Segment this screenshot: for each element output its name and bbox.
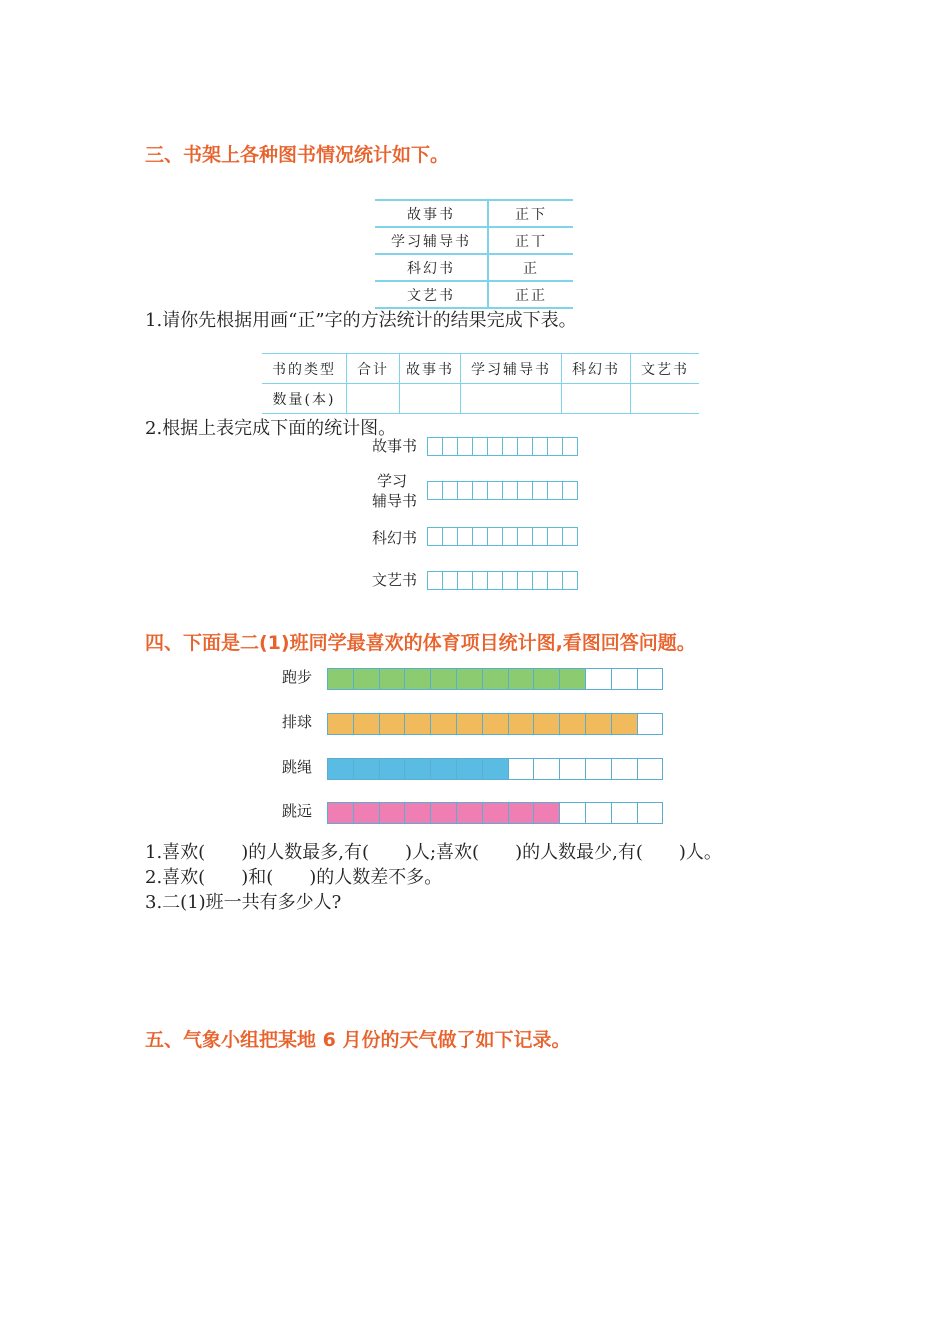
bar-cell-filled [328, 714, 354, 734]
header-cell: 故事书 [400, 354, 461, 384]
bar-cell-filled [328, 803, 354, 823]
bar-cell-filled [509, 803, 535, 823]
bar-label: 排球 [282, 713, 313, 731]
bar [327, 713, 663, 735]
bar-cell-empty [560, 803, 586, 823]
question-2: 2.喜欢( )和( )的人数差不多。 [145, 867, 443, 888]
bar-cell-filled [405, 803, 431, 823]
bar-cell-filled [560, 669, 586, 689]
blank-grid[interactable] [427, 437, 578, 456]
bar-cell-filled [405, 714, 431, 734]
table-row [375, 254, 573, 281]
bar-cell-empty [586, 759, 612, 779]
bar-cell-filled [328, 669, 354, 689]
bar [327, 668, 663, 690]
section5-heading: 五、气象小组把某地 6 月份的天气做了如下记录。 [145, 1029, 571, 1051]
bar-cell-empty [638, 803, 663, 823]
bar-cell-empty [612, 759, 638, 779]
bar-cell-filled [354, 759, 380, 779]
bar-cell-filled [354, 669, 380, 689]
bar-cell-filled [457, 714, 483, 734]
bar-cell-empty [509, 759, 535, 779]
tally-mark: 正正 [488, 281, 573, 308]
bar-cell-filled [534, 669, 560, 689]
bar [327, 802, 663, 824]
bar-cell-filled [483, 759, 509, 779]
question-2: 2.根据上表完成下面的统计图。 [145, 418, 397, 439]
header-cell: 科幻书 [562, 354, 631, 384]
bar-cell-filled [380, 759, 406, 779]
bar-cell-filled [431, 669, 457, 689]
bar-cell-filled [483, 803, 509, 823]
tally-type: 学习辅导书 [375, 227, 488, 254]
header-cell: 书的类型 [262, 354, 347, 384]
bar-cell-filled [354, 803, 380, 823]
bar-cell-filled [457, 759, 483, 779]
bar-cell-filled [431, 714, 457, 734]
bar-cell-empty [638, 759, 663, 779]
header-cell: 文艺书 [631, 354, 700, 384]
bar-cell-filled [405, 669, 431, 689]
bar-cell-filled [612, 714, 638, 734]
bar-cell-filled [405, 759, 431, 779]
answer-cell[interactable] [461, 384, 562, 414]
table-row [375, 200, 573, 227]
grid-label: 故事书 [371, 437, 417, 455]
bar-cell-filled [483, 714, 509, 734]
tally-type: 故事书 [375, 200, 488, 227]
bar-cell-empty [534, 759, 560, 779]
bar-cell-filled [354, 714, 380, 734]
bar-label: 跳绳 [282, 758, 313, 776]
bar-cell-filled [457, 803, 483, 823]
blank-grid[interactable] [427, 571, 578, 590]
bar-cell-filled [509, 714, 535, 734]
tally-type: 文艺书 [375, 281, 488, 308]
bar-cell-empty [638, 669, 663, 689]
tally-type: 科幻书 [375, 254, 488, 281]
bar-cell-empty [586, 803, 612, 823]
table-row [262, 384, 699, 414]
grid-label: 文艺书 [371, 571, 417, 589]
question-1: 1.请你先根据用画“正”字的方法统计的结果完成下表。 [145, 310, 577, 331]
grid-label: 科幻书 [371, 529, 417, 547]
answer-cell[interactable] [562, 384, 631, 414]
header-cell: 学习辅导书 [461, 354, 562, 384]
answer-cell[interactable] [400, 384, 461, 414]
bar-cell-filled [534, 803, 560, 823]
bar-cell-filled [457, 669, 483, 689]
section4-heading: 四、下面是二(1)班同学最喜欢的体育项目统计图,看图回答问题。 [145, 632, 696, 654]
table-row [375, 227, 573, 254]
answer-cell[interactable] [347, 384, 400, 414]
grid-label: 学习 辅导书 [371, 472, 417, 510]
tally-table [375, 199, 573, 309]
bar-cell-filled [431, 759, 457, 779]
table-header-row [262, 354, 699, 384]
bar-label: 跳远 [282, 802, 313, 820]
answer-cell[interactable] [631, 384, 700, 414]
tally-mark: 正丅 [488, 227, 573, 254]
bar-cell-filled [380, 803, 406, 823]
bar-cell-filled [483, 669, 509, 689]
bar-cell-filled [328, 759, 354, 779]
bar-cell-empty [586, 669, 612, 689]
bar-cell-empty [612, 803, 638, 823]
bar-cell-filled [380, 669, 406, 689]
tally-mark: 正 [488, 254, 573, 281]
count-table [262, 353, 699, 414]
tally-mark: 正下 [488, 200, 573, 227]
bar [327, 758, 663, 780]
question-3: 3.二(1)班一共有多少人? [145, 892, 342, 913]
bar-cell-filled [534, 714, 560, 734]
section3-heading: 三、书架上各种图书情况统计如下。 [145, 144, 450, 166]
header-cell: 合计 [347, 354, 400, 384]
bar-cell-empty [612, 669, 638, 689]
row-label: 数量(本) [262, 384, 347, 414]
bar-cell-empty [560, 759, 586, 779]
bar-cell-filled [586, 714, 612, 734]
table-row [375, 281, 573, 308]
blank-grid[interactable] [427, 527, 578, 546]
blank-grid[interactable] [427, 481, 578, 500]
bar-cell-filled [431, 803, 457, 823]
question-1: 1.喜欢( )的人数最多,有( )人;喜欢( )的人数最少,有( )人。 [145, 842, 722, 863]
bar-cell-empty [638, 714, 663, 734]
bar-cell-filled [560, 714, 586, 734]
bar-label: 跑步 [282, 668, 313, 686]
bar-cell-filled [380, 714, 406, 734]
bar-cell-filled [509, 669, 535, 689]
